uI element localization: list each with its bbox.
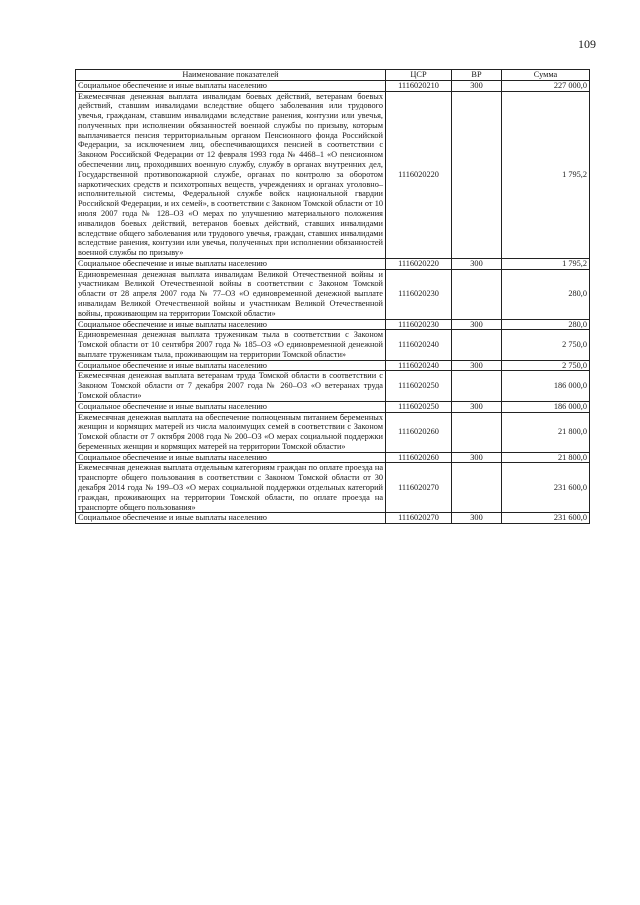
- table-row: [76, 319, 590, 330]
- row-csr: 1116020270: [386, 513, 452, 524]
- table-row: [76, 401, 590, 412]
- budget-table: [75, 69, 590, 524]
- table-row: [76, 330, 590, 360]
- row-name: Единовременная денежная выплата труженикам тыла в соответствии с Законом Томской области от 10 сентября 2007 года № 185–ОЗ «О единовременной денежной выплате труженикам тыла, проживающим на территории Томской области»: [76, 330, 386, 360]
- row-vr: [452, 463, 502, 513]
- table-row: [76, 463, 590, 513]
- row-name: Ежемесячная денежная выплата на обеспечение полноценным питанием беременных женщин и кормящих матерей из числа малоимущих семей в соответствии с Законом Томской области от 7 октября 2008 года № 200–ОЗ «О мерах социальной поддержки беременных женщин и кормящих матерей на территории Томской области»: [76, 412, 386, 452]
- table-row: [76, 412, 590, 452]
- row-sum: 21 800,0: [502, 452, 590, 463]
- row-sum: 231 600,0: [502, 513, 590, 524]
- row-csr: 1116020260: [386, 452, 452, 463]
- row-sum: 1 795,2: [502, 91, 590, 258]
- row-vr: 300: [452, 401, 502, 412]
- row-csr: 1116020270: [386, 463, 452, 513]
- row-vr: 300: [452, 319, 502, 330]
- page-number: 109: [578, 37, 596, 51]
- row-vr: [452, 91, 502, 258]
- table-row: [76, 371, 590, 401]
- row-name: Ежемесячная денежная выплата отдельным категориям граждан по оплате проезда на транспорте общего пользования в соответствии с Законом Томской области от 30 декабря 2014 года № 199–ОЗ «О мерах социальной поддержки отдельных категорий граждан, проживающих на территории Томской области, по оплате проезда на транспорте общего пользования»: [76, 463, 386, 513]
- row-csr: 1116020220: [386, 258, 452, 269]
- row-vr: 300: [452, 513, 502, 524]
- table-row: [76, 269, 590, 319]
- row-sum: 280,0: [502, 319, 590, 330]
- row-csr: 1116020230: [386, 319, 452, 330]
- row-csr: 1116020250: [386, 371, 452, 401]
- row-name: Единовременная денежная выплата инвалидам Великой Отечественной войны и участникам Великой Отечественной войны в соответствии с Законом Томской области от 28 апреля 2007 года № 77–ОЗ «О единовременной денежной выплате инвалидам Великой Отечественной войны и участникам Великой Отечественной войны, проживающим на территории Томской области»: [76, 269, 386, 319]
- row-name: Ежемесячная денежная выплата ветеранам труда Томской области в соответствии с Законом Томской области от 7 декабря 2007 года № 260–ОЗ «О ветеранах труда Томской области»: [76, 371, 386, 401]
- table-row: [76, 360, 590, 371]
- row-csr: 1116020230: [386, 269, 452, 319]
- row-sum: 280,0: [502, 269, 590, 319]
- header-sum: Сумма: [502, 70, 590, 81]
- row-sum: 21 800,0: [502, 412, 590, 452]
- table-row: [76, 80, 590, 91]
- row-csr: 1116020210: [386, 80, 452, 91]
- row-vr: 300: [452, 360, 502, 371]
- row-sum: 1 795,2: [502, 258, 590, 269]
- row-sum: 186 000,0: [502, 371, 590, 401]
- row-name: Социальное обеспечение и иные выплаты населению: [76, 360, 386, 371]
- table-row: [76, 452, 590, 463]
- row-name: Социальное обеспечение и иные выплаты населению: [76, 401, 386, 412]
- row-sum: 227 000,0: [502, 80, 590, 91]
- row-name: Социальное обеспечение и иные выплаты населению: [76, 258, 386, 269]
- row-csr: 1116020250: [386, 401, 452, 412]
- row-csr: 1116020240: [386, 330, 452, 360]
- row-vr: 300: [452, 258, 502, 269]
- row-name: Социальное обеспечение и иные выплаты населению: [76, 80, 386, 91]
- table-header-row: [76, 70, 590, 81]
- header-vr: ВР: [452, 70, 502, 81]
- row-vr: 300: [452, 452, 502, 463]
- row-name: Социальное обеспечение и иные выплаты населению: [76, 319, 386, 330]
- row-sum: 2 750,0: [502, 360, 590, 371]
- row-csr: 1116020240: [386, 360, 452, 371]
- header-csr: ЦСР: [386, 70, 452, 81]
- row-sum: 186 000,0: [502, 401, 590, 412]
- row-vr: [452, 330, 502, 360]
- row-vr: 300: [452, 80, 502, 91]
- header-name: Наименование показателей: [76, 70, 386, 81]
- row-csr: 1116020260: [386, 412, 452, 452]
- row-name: Социальное обеспечение и иные выплаты населению: [76, 513, 386, 524]
- table-row: [76, 513, 590, 524]
- row-vr: [452, 412, 502, 452]
- table-row: [76, 258, 590, 269]
- row-name: Социальное обеспечение и иные выплаты населению: [76, 452, 386, 463]
- row-csr: 1116020220: [386, 91, 452, 258]
- row-sum: 231 600,0: [502, 463, 590, 513]
- row-name: Ежемесячная денежная выплата инвалидам боевых действий, ветеранам боевых действий, ставшим инвалидами вследствие общего заболевания или трудового увечья, гражданам, ставшим инвалидами вследствие ранения, контузии или увечья, полученных при исполнении обязанностей военной службы по призыву, которым выплачивается пенсия территориальным органом Пенсионного фонда Российской Федерации, за исключением лиц, обеспечивающихся пенсией в соответствии с Законом Российской Федерации от 12 февраля 1993 года № 4468–1 «О пенсионном обеспечении лиц, проходивших военную службу, службу в органах внутренних дел, Государственной противопожарной службе, органах по контролю за оборотом наркотических средств и психотропных веществ, учреждениях и органах уголовно–исполнительной системы, Федеральной службе войск национальной гвардии Российской Федерации, и их семей», в соответствии с Законом Томской области от 10 июля 2007 года № 128–ОЗ «О мерах по улучшению материального положения инвалидов боевых действий, ветеранов боевых действий, ставших инвалидами вследствие общего заболевания или трудового увечья, граждан, ставших инвалидами вследствие ранения, контузии или увечья, полученных при исполнении обязанностей военной службы по призыву»: [76, 91, 386, 258]
- row-sum: 2 750,0: [502, 330, 590, 360]
- row-vr: [452, 371, 502, 401]
- table-row: [76, 91, 590, 258]
- row-vr: [452, 269, 502, 319]
